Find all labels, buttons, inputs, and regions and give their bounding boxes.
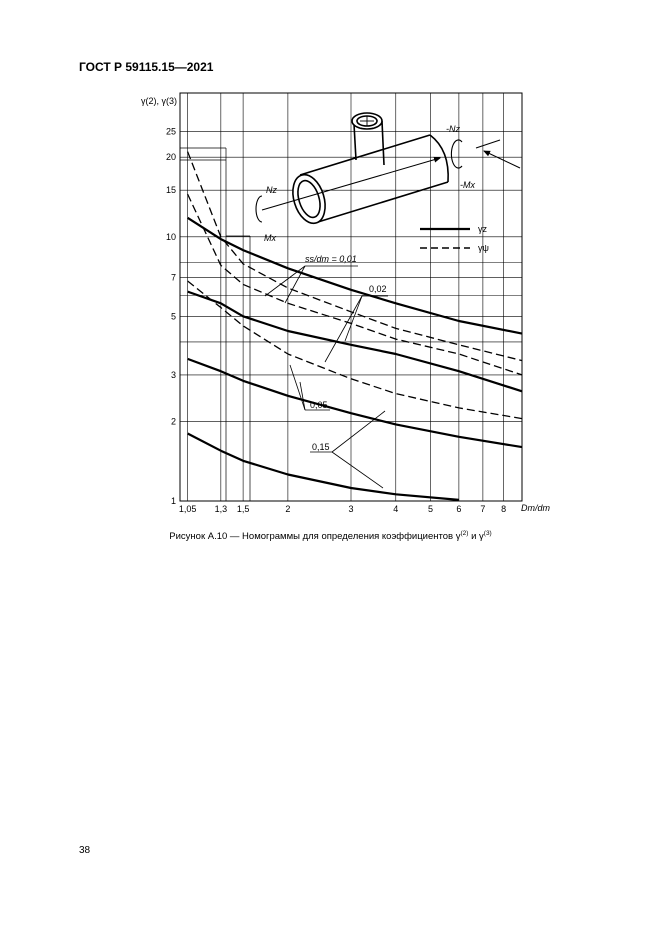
force-label-neg-nz: -Nz [446, 124, 460, 134]
x-axis-title: Dm/dm [521, 503, 550, 513]
x-tick-labels [179, 504, 506, 514]
gamma-psi-curve [188, 281, 522, 419]
y-tick-label: 3 [170, 369, 176, 380]
x-tick-label: 7 [480, 504, 486, 514]
legend-gamma-psi: γψ [478, 243, 489, 253]
x-tick-label: 1,05 [178, 504, 197, 514]
force-label-nz: Nz [266, 185, 277, 195]
y-tick-labels [166, 127, 176, 506]
curve-label-0-15: 0,15 [312, 442, 330, 452]
curve-label-0-05: 0,05 [310, 400, 328, 410]
x-tick-label: 5 [428, 504, 434, 514]
moment-label-mx: Mx [264, 233, 276, 243]
curve-label-leaders [265, 266, 388, 488]
x-tick-label: 2 [285, 504, 291, 514]
x-tick-label: 1,5 [236, 504, 250, 514]
y-tick-label: 2 [170, 416, 176, 427]
nomogram-curves [188, 152, 522, 500]
y-tick-label: 25 [165, 126, 176, 137]
tee-pipe-sketch [256, 113, 520, 227]
y-axis-title: γ(2), γ(3) [141, 96, 177, 106]
x-tick-label: 6 [456, 504, 462, 514]
y-tick-label: 1 [170, 496, 176, 506]
gamma-psi-curve [188, 194, 522, 375]
document-header: ГОСТ Р 59115.15—2021 [79, 60, 214, 74]
caption-gamma-2: γ [479, 531, 484, 543]
moment-label-neg-mx: -Mx [460, 180, 475, 190]
caption-sup-2: (2) [460, 530, 469, 537]
y-tick-label: 10 [165, 231, 176, 242]
caption-prefix: Рисунок А.10 — Номограммы для определения коэффициентов [169, 531, 456, 543]
y-tick-label: 20 [165, 152, 176, 163]
curve-label-0-02: 0,02 [369, 284, 387, 294]
caption-sup-3: (3) [483, 530, 492, 537]
figure-caption [0, 530, 661, 542]
x-tick-label: 3 [348, 504, 354, 514]
page-number: 38 [79, 845, 91, 856]
y-tick-label: 7 [170, 272, 176, 283]
x-tick-label: 1,3 [214, 504, 228, 514]
x-tick-label: 4 [393, 504, 399, 514]
caption-gamma-1: γ [455, 531, 461, 543]
gamma-z-curve [188, 292, 522, 392]
curve-label-0-01: ss/dm = 0,01 [305, 254, 357, 264]
x-tick-label: 8 [501, 504, 507, 514]
y-tick-label: 5 [170, 311, 176, 322]
vertical-gridlines [188, 93, 504, 501]
y-tick-label: 15 [165, 185, 176, 196]
legend-gamma-z: γz [478, 224, 487, 234]
caption-middle: и [468, 531, 480, 543]
